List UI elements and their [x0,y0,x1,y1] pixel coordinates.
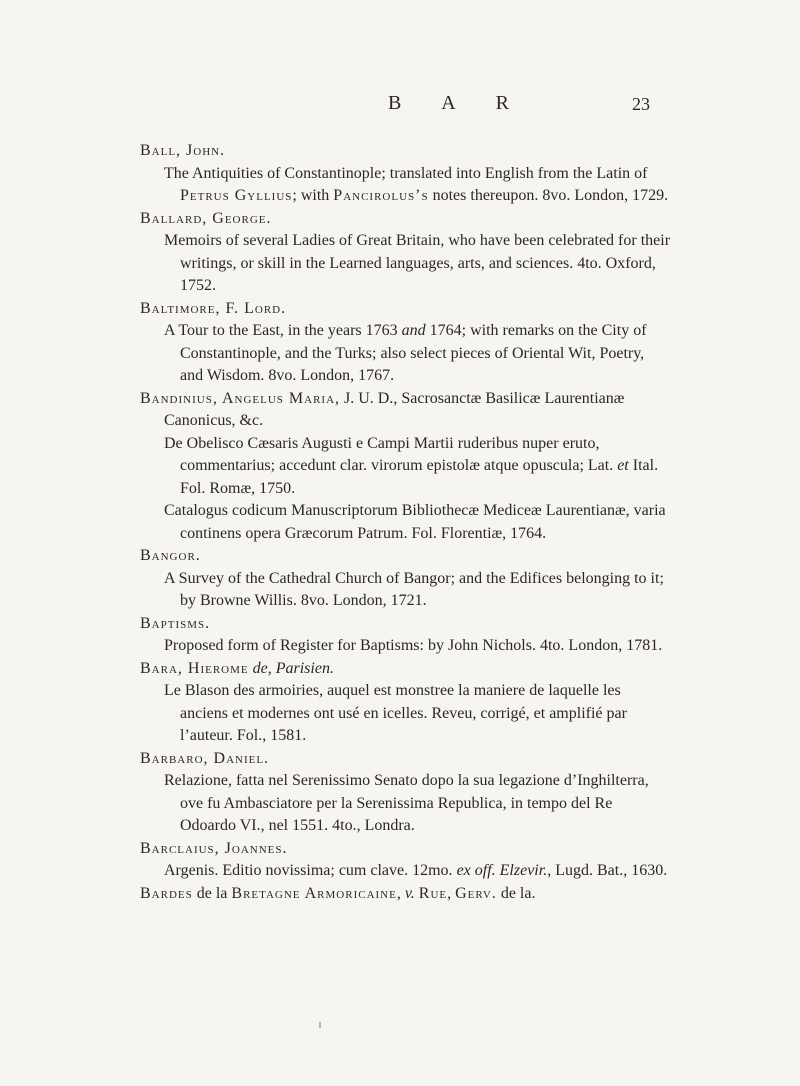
entry-heading [140,613,670,636]
running-head [0,92,800,120]
entry-text-segment: Pancirolus’s [333,187,429,204]
entry-text-segment: Argenis. Editio novissima; cum clave. 12mo. [164,862,457,879]
entry-heading-name: Baptisms. [140,614,211,632]
entry-heading [140,388,670,433]
entry-text-segment: De Obelisco Cæsaris Augusti e Campi Martii ruderibus nuper eruto, commentarius; accedunt clar. virorum epistolæ atque opuscula; Lat. [164,434,618,474]
entry-text-segment: de la [192,884,232,902]
entry-text-segment: , Lugd. Bat., 1630. [547,862,668,879]
entry-heading-name: Ballard, George. [140,209,272,227]
entry-text-segment: Ital. Fol. Romæ, 1750. [180,457,659,497]
entry-heading [140,208,670,231]
entry-text-segment: Bardes [140,884,193,902]
entry-item [164,163,670,208]
entry-item [164,680,670,748]
entry-heading [140,748,670,771]
entry-text-segment: Petrus Gyllius [180,187,293,204]
entry-item [164,860,670,883]
entry-text-segment: notes thereupon. 8vo. London, 1729. [428,187,669,204]
entry-item [164,433,670,501]
entry-text-segment: Catalogus codicum Manuscriptorum Bibliothecæ Mediceæ Laurentianæ, varia continens opera Græcorum Patrum. Fol. Florentiæ, 1764. [164,502,666,542]
entry-heading [140,883,670,906]
entry-text-segment: Proposed form of Register for Baptisms: by John Nichols. 4to. London, 1781. [164,637,663,654]
entry-heading-name: Barclaius, Joannes. [140,839,288,857]
entry-text-segment: Gerv. [455,884,497,902]
entry-text-segment: 1764; with remarks on the City of Constantinople, and the Turks; also select pieces of Oriental Wit, Poetry, and Wisdom. 8vo. London, 1767. [180,322,647,384]
entry-text-segment: Relazione, fatta nel Serenissimo Senato dopo la sua legazione d’Inghilterra, ove fu Ambasciatore per la Serenissima Republica, in tempo del Re Odoardo VI., nel 1551. 4to., Londra. [164,772,649,834]
entry-text-segment: , [396,884,405,902]
entry-heading-name: Barbaro, Daniel. [140,749,270,767]
entry-item [164,500,670,545]
entry-heading-name: Bangor. [140,547,201,564]
entry-text-segment: v. [404,884,415,902]
entry-text-segment: A Survey of the Cathedral Church of Bangor; and the Edifices belonging to it; by Browne Willis. 8vo. London, 1721. [164,569,664,609]
entry-heading [140,140,670,163]
entry-text-segment: A Tour to the East, in the years 1763 [164,322,402,339]
entry-text-segment: de la. [496,884,536,902]
entry-heading-qualifier: de, Parisien. [248,659,334,677]
entry-heading [140,658,670,681]
entry-text-segment: The Antiquities of Constantinople; translated into English from the Latin of [164,164,648,182]
entry-text-segment: , [447,884,456,902]
entry-item [164,568,670,613]
page-number: 23 [632,94,650,114]
entry-heading-name: Baltimore, F. Lord. [140,299,287,317]
entry-text-segment: ex off. Elzevir. [456,862,548,879]
entry-text-segment: et [617,457,629,474]
entry-item [164,770,670,838]
entry-item [164,320,670,388]
entry-item [164,230,670,298]
entry-heading-name: Bandinius, Angelus Maria, [140,389,341,407]
entry-heading [140,298,670,321]
running-title: B A R [388,92,527,114]
entry-item [164,635,670,658]
entry-text-segment: Rue [418,884,448,902]
entry-text-segment: Bretagne Armoricaine [231,884,397,902]
entry-heading [140,545,670,568]
entry-heading-description: J. U. D., Sacrosanctæ Basilicæ Laurentianæ Canonicus, &c. [164,389,625,429]
catalogue-entries [140,140,670,905]
print-mark [319,1022,321,1028]
entry-heading-name: Bara, Hierome [140,659,249,677]
entry-text-segment: Le Blason des armoiries, auquel est monstree la maniere de laquelle les anciens et modernes ont usé en icelles. Reveu, corrigé, et amplifié par l’auteur. Fol., 1581. [164,682,627,744]
entry-text-segment: and [401,322,426,339]
entry-heading [140,838,670,861]
entry-heading-name: Ball, John. [140,142,226,159]
entry-text-segment: Memoirs of several Ladies of Great Britain, who have been celebrated for their writings, or skill in the Learned languages, arts, and sciences. 4to. Oxford, 1752. [164,232,671,294]
entry-text-segment: ; with [292,187,334,204]
